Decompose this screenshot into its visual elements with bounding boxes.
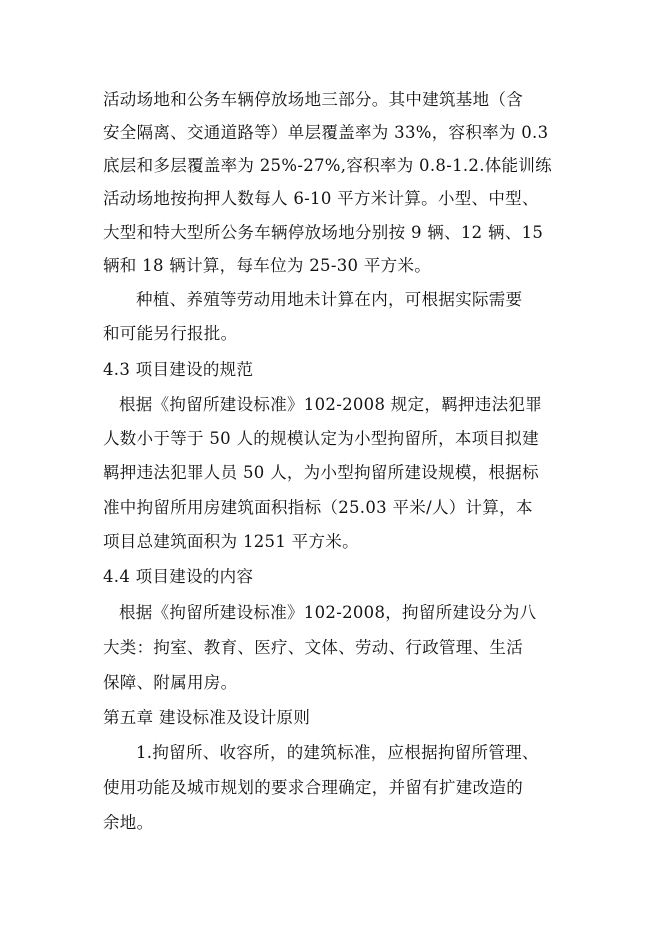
paragraph-line: 人数小于等于 50 人的规模认定为小型拘留所，本项目拟建: [103, 429, 539, 448]
paragraph-line: 大型和特大型所公务车辆停放场地分别按 9 辆、12 辆、15: [103, 223, 544, 242]
paragraph-line: 准中拘留所用房建筑面积指标（25.03 平米/人）计算，本: [103, 498, 533, 517]
paragraph-line: 使用功能及城市规划的要求合理确定，并留有扩建改造的: [103, 778, 523, 797]
paragraph-line: 辆和 18 辆计算，每车位为 25-30 平方米。: [103, 256, 432, 275]
paragraph-line: 和可能另行报批。: [103, 324, 238, 343]
paragraph-line: 保障、附属用房。: [103, 673, 238, 692]
section-heading-4-4: 4.4 项目建设的内容: [103, 567, 254, 586]
chapter-title: 第五章 建设标准及设计原则: [103, 708, 311, 727]
paragraph-line: 1.拘留所、收容所，的建筑标准，应根据拘留所管理、: [136, 743, 539, 762]
paragraph-line: 种植、养殖等劳动用地未计算在内，可根据实际需要: [136, 290, 523, 309]
paragraph-line: 根据《拘留所建设标准》102-2008 规定，羁押违法犯罪: [119, 395, 543, 414]
paragraph-line: 根据《拘留所建设标准》102-2008，拘留所建设分为八: [119, 603, 537, 622]
paragraph-line: 活动场地按拘押人数每人 6-10 平方米计算。小型、中型、: [103, 189, 539, 208]
paragraph-line: 余地。: [103, 813, 154, 832]
paragraph-line: 底层和多层覆盖率为 25%-27%,容积率为 0.8-1.2.体能训练: [103, 156, 552, 175]
paragraph-line: 项目总建筑面积为 1251 平方米。: [103, 532, 359, 551]
paragraph-line: 大类：拘室、教育、医疗、文体、劳动、行政管理、生活: [103, 638, 523, 657]
paragraph-line: 羁押违法犯罪人员 50 人，为小型拘留所建设规模，根据标: [103, 463, 539, 482]
paragraph-line: 活动场地和公务车辆停放场地三部分。其中建筑基地（含: [103, 90, 523, 109]
paragraph-line: 安全隔离、交通道路等）单层覆盖率为 33%，容积率为 0.3: [103, 123, 549, 142]
section-heading-4-3: 4.3 项目建设的规范: [103, 360, 254, 379]
